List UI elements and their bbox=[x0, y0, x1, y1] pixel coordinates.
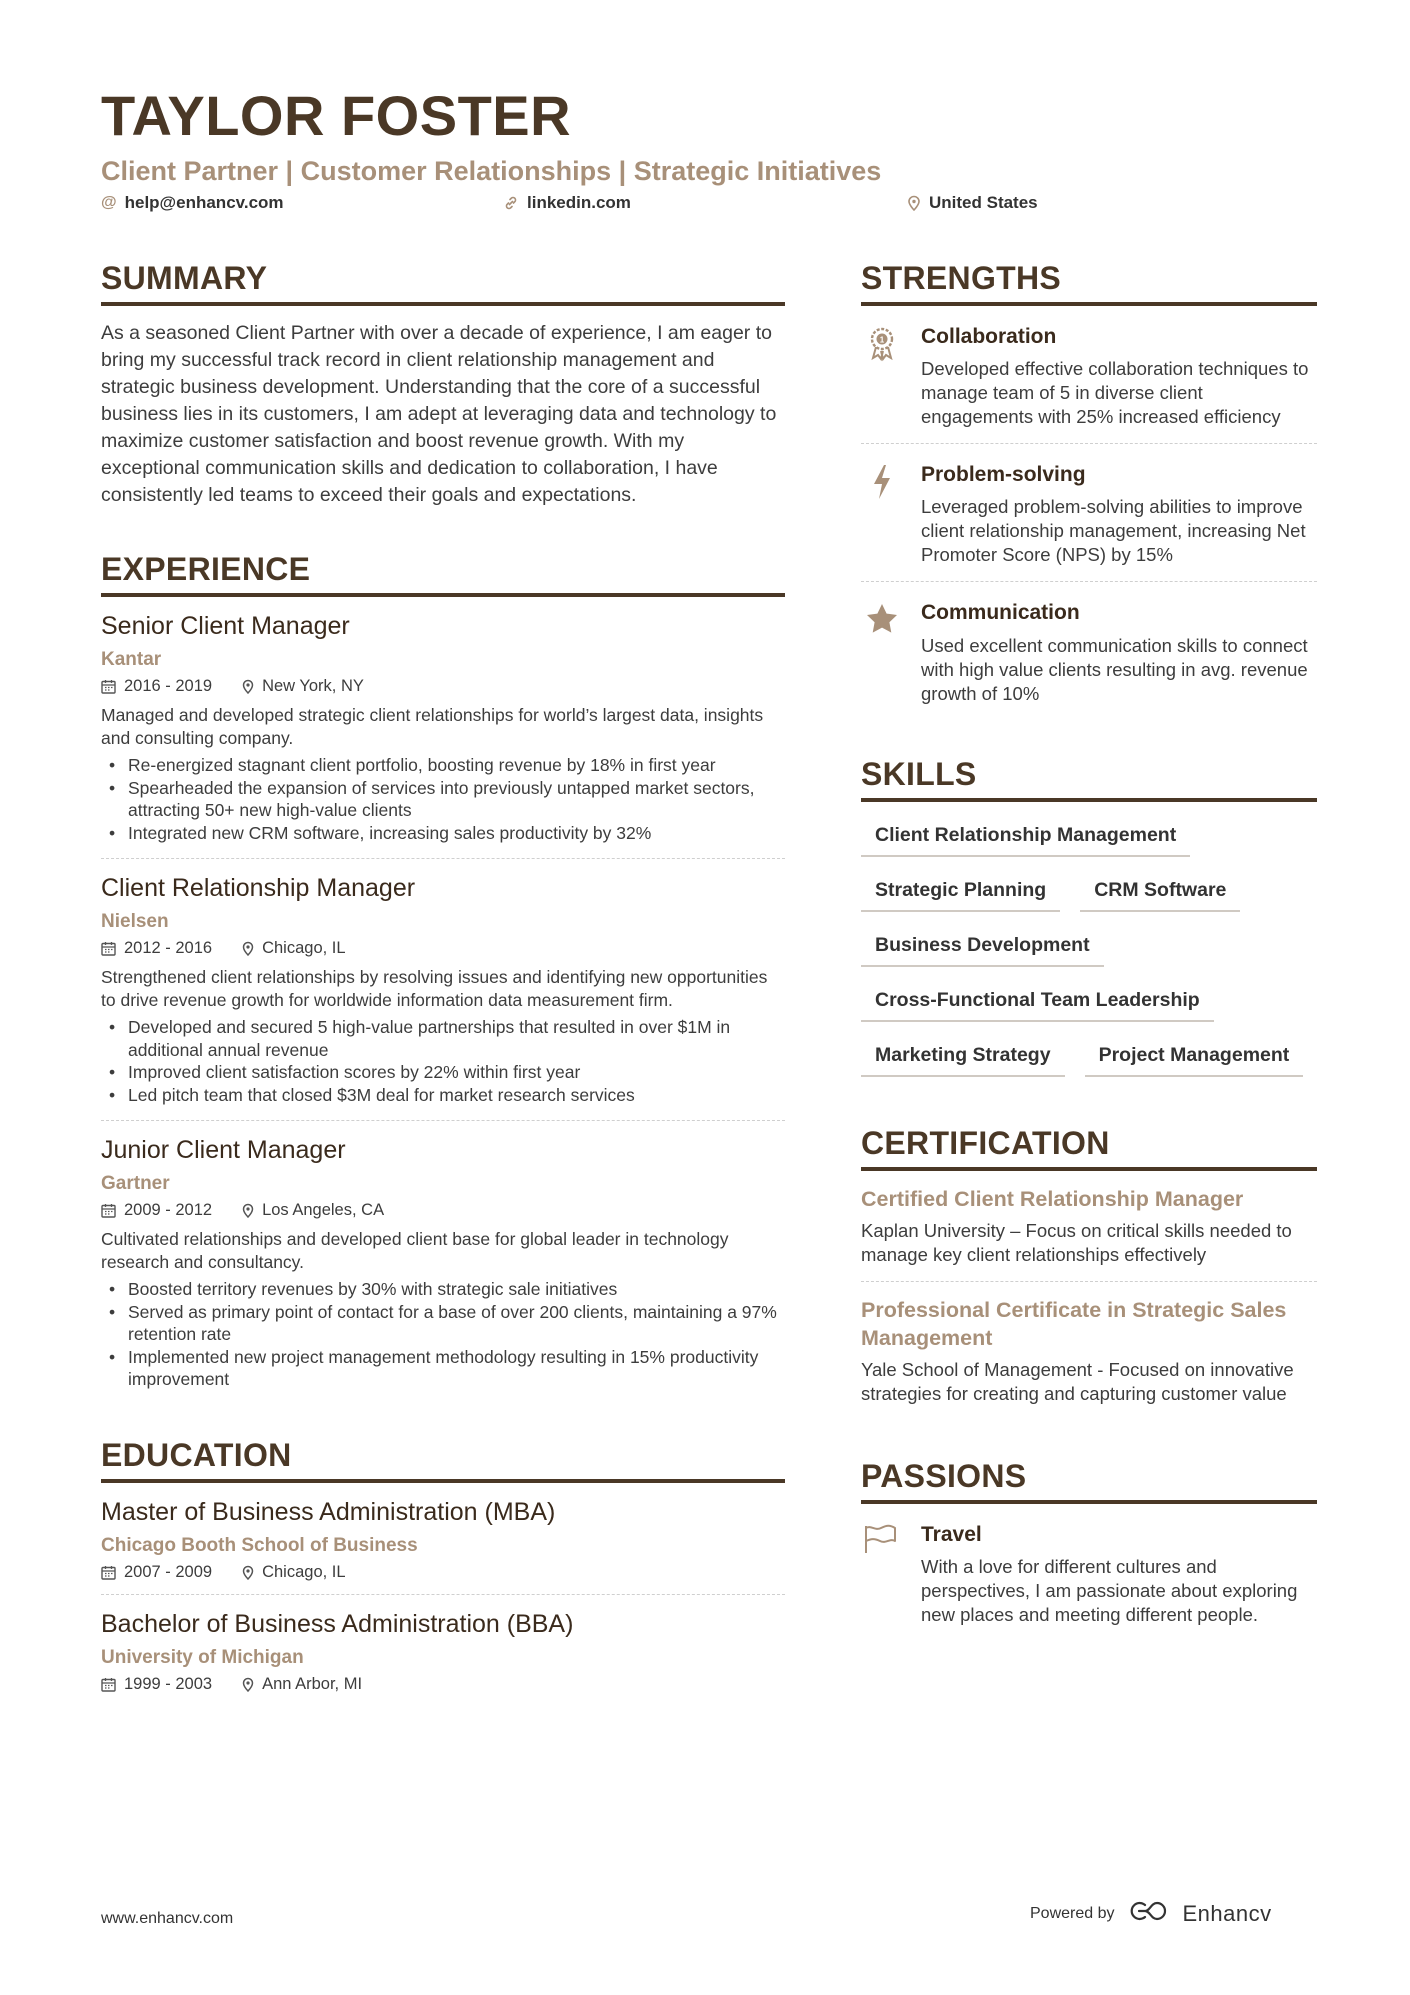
education-entry bbox=[101, 1483, 785, 1595]
experience-heading: EXPERIENCE bbox=[101, 553, 785, 597]
education-location: Chicago, IL bbox=[262, 1562, 346, 1581]
job-description: Managed and developed strategic client relationships for world’s largest data, insights and consulting company. bbox=[101, 705, 764, 748]
job-bullets bbox=[101, 754, 785, 844]
passion-body bbox=[921, 1522, 1317, 1627]
contact-linkedin[interactable] bbox=[503, 193, 631, 213]
strength-item bbox=[861, 306, 1317, 444]
job-bullets bbox=[101, 1278, 785, 1391]
job-bullet: • Boosted territory revenues by 30% with strategic sale initiatives bbox=[101, 1278, 785, 1301]
job-company: Gartner bbox=[101, 1173, 170, 1194]
job-dates: 2009 - 2012 bbox=[124, 1201, 213, 1219]
job-bullet: • Spearheaded the expansion of services into previously untapped market sectors, attracting 50+ new high-value clients bbox=[101, 777, 785, 822]
job-bullets bbox=[101, 1016, 785, 1106]
job-bullet: • Integrated new CRM software, increasing sales productivity by 32% bbox=[101, 822, 785, 845]
job-meta bbox=[101, 677, 785, 696]
education-meta bbox=[101, 1563, 785, 1582]
education-degree: Master of Business Administration (MBA) bbox=[101, 1497, 556, 1526]
location-pin-icon bbox=[242, 679, 254, 694]
experience-section bbox=[101, 553, 785, 1405]
award-ribbon-icon bbox=[861, 324, 903, 429]
contact-location bbox=[907, 193, 1038, 213]
passion-title: Travel bbox=[921, 1522, 982, 1546]
candidate-name: TAYLOR FOSTER bbox=[101, 84, 572, 147]
strength-body bbox=[921, 462, 1317, 567]
education-heading: EDUCATION bbox=[101, 1439, 785, 1483]
job-bullet: • Led pitch team that closed $3M deal for market research services bbox=[101, 1084, 785, 1107]
certification-description: Yale School of Management - Focused on innovative strategies for creating and capturing customer value bbox=[861, 1358, 1294, 1404]
right-column bbox=[861, 262, 1317, 1627]
brand-name: Enhancv bbox=[1182, 1901, 1272, 1926]
job-entry bbox=[101, 859, 785, 1121]
skill-tag: Project Management bbox=[1085, 1040, 1304, 1077]
job-role: Client Relationship Manager bbox=[101, 874, 416, 902]
email-text: help@enhancv.com bbox=[124, 193, 284, 212]
strength-title: Communication bbox=[921, 601, 1080, 625]
job-entry bbox=[101, 597, 785, 859]
job-role: Senior Client Manager bbox=[101, 612, 350, 640]
svg-text:1: 1 bbox=[879, 335, 885, 345]
certification-item bbox=[861, 1282, 1317, 1420]
summary-heading: SUMMARY bbox=[101, 262, 785, 306]
job-bullet: • Re-energized stagnant client portfolio, boosting revenue by 18% in first year bbox=[101, 754, 785, 777]
powered-by-text: Powered by bbox=[1030, 1905, 1115, 1922]
skill-tag: Cross-Functional Team Leadership bbox=[861, 985, 1214, 1022]
footer-branding bbox=[1030, 1900, 1272, 1928]
link-icon bbox=[503, 195, 519, 211]
location-pin-icon bbox=[907, 195, 921, 211]
passion-item bbox=[861, 1504, 1317, 1627]
linkedin-text: linkedin.com bbox=[527, 193, 631, 212]
skills-list bbox=[861, 820, 1317, 1077]
strengths-section bbox=[861, 262, 1317, 720]
skill-tag: Marketing Strategy bbox=[861, 1040, 1065, 1077]
location-pin-icon bbox=[242, 941, 254, 956]
contact-bar bbox=[101, 193, 1321, 217]
job-bullet: • Served as primary point of contact for a base of over 200 clients, maintaining a 97% retention rate bbox=[101, 1301, 785, 1346]
summary-section bbox=[101, 262, 785, 509]
skill-tag: Strategic Planning bbox=[861, 875, 1060, 912]
skill-tag: CRM Software bbox=[1080, 875, 1240, 912]
candidate-title: Client Partner | Customer Relationships | Strategic Initiatives bbox=[101, 156, 882, 186]
passions-heading: PASSIONS bbox=[861, 1460, 1317, 1504]
calendar-icon bbox=[101, 1677, 116, 1692]
strength-body bbox=[921, 324, 1317, 429]
education-school: University of Michigan bbox=[101, 1646, 304, 1668]
footer-website[interactable]: www.enhancv.com bbox=[101, 1910, 234, 1927]
at-icon: @ bbox=[101, 194, 117, 211]
skills-section bbox=[861, 755, 1317, 1077]
contact-email[interactable] bbox=[101, 193, 284, 213]
job-meta bbox=[101, 939, 785, 958]
certification-heading: CERTIFICATION bbox=[861, 1127, 1317, 1171]
job-bullet: • Implemented new project management methodology resulting in 15% productivity improvement bbox=[101, 1346, 785, 1391]
job-dates: 2016 - 2019 bbox=[124, 677, 213, 695]
strength-item bbox=[861, 444, 1317, 582]
calendar-icon bbox=[101, 1565, 116, 1580]
star-icon bbox=[861, 600, 903, 705]
education-dates: 2007 - 2009 bbox=[124, 1562, 213, 1581]
strengths-heading: STRENGTHS bbox=[861, 262, 1317, 306]
calendar-icon bbox=[101, 679, 116, 694]
job-bullet: • Improved client satisfaction scores by 22% within first year bbox=[101, 1061, 785, 1084]
left-column bbox=[101, 262, 785, 1706]
location-pin-icon bbox=[242, 1203, 254, 1218]
education-school: Chicago Booth School of Business bbox=[101, 1534, 418, 1556]
location-pin-icon bbox=[242, 1677, 254, 1692]
calendar-icon bbox=[101, 1203, 116, 1218]
job-location: New York, NY bbox=[262, 677, 364, 695]
skills-heading: SKILLS bbox=[861, 758, 1317, 802]
lightning-bolt-icon bbox=[861, 462, 903, 567]
job-company: Nielsen bbox=[101, 911, 169, 932]
strength-title: Collaboration bbox=[921, 325, 1057, 348]
education-section bbox=[101, 1436, 785, 1706]
passions-section bbox=[861, 1457, 1317, 1627]
job-role: Junior Client Manager bbox=[101, 1136, 346, 1164]
education-location: Ann Arbor, MI bbox=[262, 1674, 363, 1693]
brand-logo[interactable] bbox=[1129, 1900, 1272, 1928]
location-pin-icon bbox=[242, 1565, 254, 1580]
passion-description: With a love for different cultures and perspectives, I am passionate about exploring new places and meeting different people. bbox=[921, 1555, 1298, 1625]
job-meta bbox=[101, 1201, 785, 1220]
strength-body bbox=[921, 600, 1317, 705]
education-meta bbox=[101, 1675, 785, 1694]
job-location: Chicago, IL bbox=[262, 939, 346, 957]
certification-description: Kaplan University – Focus on critical skills needed to manage key client relationships effectively bbox=[861, 1219, 1292, 1265]
education-entry bbox=[101, 1595, 785, 1706]
job-description: Cultivated relationships and developed client base for global leader in technology research and consultancy. bbox=[101, 1229, 729, 1272]
certification-title: Professional Certificate in Strategic Sales Management bbox=[861, 1297, 1287, 1350]
education-dates: 1999 - 2003 bbox=[124, 1674, 213, 1693]
flag-icon bbox=[861, 1522, 903, 1627]
enhancv-logo-icon bbox=[1129, 1900, 1175, 1928]
job-entry bbox=[101, 1121, 785, 1405]
location-text: United States bbox=[929, 193, 1038, 212]
certification-section bbox=[861, 1124, 1317, 1420]
strength-item bbox=[861, 582, 1317, 719]
strength-description: Used excellent communication skills to connect with high value clients resulting in avg. revenue growth of 10% bbox=[921, 634, 1308, 704]
calendar-icon bbox=[101, 941, 116, 956]
summary-text: As a seasoned Client Partner with over a decade of experience, I am eager to bring my successful track record in client relationship management and strategic business development. Understanding that the core of a successful business lies in its customers, I am adept at leveraging data and technology to maximize customer satisfaction and boost revenue growth. With my exceptional communication skills and dedication to collaboration, I have consistently led teams to exceed their goals and expectations. bbox=[101, 322, 777, 506]
strength-description: Developed effective collaboration techniques to manage team of 5 in diverse client engagements with 25% increased efficiency bbox=[921, 358, 1309, 428]
strength-title: Problem-solving bbox=[921, 463, 1086, 487]
skill-tag: Business Development bbox=[861, 930, 1104, 967]
skill-tag: Client Relationship Management bbox=[861, 820, 1190, 857]
job-description: Strengthened client relationships by resolving issues and identifying new opportunities to drive revenue growth for worldwide information data measurement firm. bbox=[101, 967, 768, 1010]
certification-title: Certified Client Relationship Manager bbox=[861, 1186, 1244, 1211]
strength-description: Leveraged problem-solving abilities to improve client relationship management, increasing Net Promoter Score (NPS) by 15% bbox=[921, 496, 1306, 566]
certification-item bbox=[861, 1171, 1317, 1282]
job-location: Los Angeles, CA bbox=[262, 1201, 385, 1219]
education-degree: Bachelor of Business Administration (BBA) bbox=[101, 1609, 574, 1638]
job-bullet: • Developed and secured 5 high-value partnerships that resulted in over $1M in additional annual revenue bbox=[101, 1016, 785, 1061]
job-company: Kantar bbox=[101, 649, 162, 670]
job-dates: 2012 - 2016 bbox=[124, 939, 213, 957]
